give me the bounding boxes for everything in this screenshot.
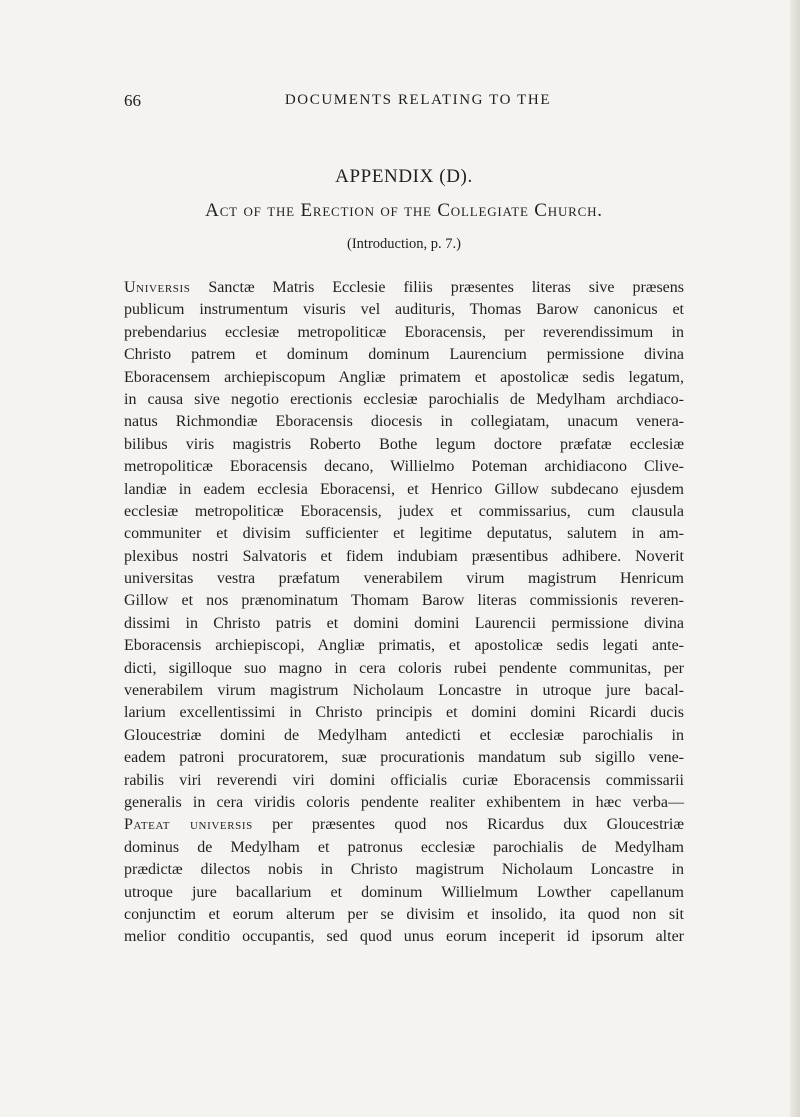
body-line: Eboracensis archiepiscopi, Angliæ primatis, et apostolicæ sedis legati ante- (124, 637, 684, 655)
running-head (124, 91, 684, 113)
body-line: utroque jure bacallarium et dominum Willielmum Lowther capellanum (124, 883, 684, 901)
body-line: communiter et divisim sufficienter et legitime deputatus, salutem in am- (124, 525, 684, 543)
body-line: publicum instrumentum visuris vel audituris, Thomas Barow canonicus et (124, 301, 684, 319)
body-line: prædictæ dilectos nobis in Christo magistrum Nicholaum Loncastre in (124, 861, 684, 879)
page-edge-shadow (790, 0, 800, 1117)
body-line: rabilis viri reverendi viri domini officialis curiæ Eboracensis commissarii (124, 771, 684, 789)
book-page (124, 0, 684, 949)
appendix-heading: APPENDIX (D). (335, 166, 473, 187)
body-line: venerabilem virum magistrum Nicholaum Loncastre in utroque jure bacal- (124, 682, 684, 700)
small-caps-lead: Universis (124, 279, 191, 296)
body-line: plexibus nostri Salvatoris et fidem indubiam præsentibus adhibere. Noverit (124, 547, 684, 565)
body-line: prebendarius ecclesiæ metropoliticæ Eboracensis, per reverendissimum in (124, 323, 684, 341)
body-line: natus Richmondiæ Eboracensis diocesis in collegiatam, unacum venera- (124, 413, 684, 431)
document-body (124, 277, 684, 949)
body-line (124, 814, 684, 836)
body-line: dissimi in Christo patris et domini domini Laurencii permissione divina (124, 614, 684, 632)
body-line: Eboracensem archiepiscopum Angliæ primatem et apostolicæ sedis legatum, (124, 368, 684, 386)
body-line: universitas vestra præfatum venerabilem virum magistrum Henricum (124, 570, 684, 588)
page-number: 66 (124, 91, 141, 110)
body-line: landiæ in eadem ecclesia Eboracensi, et Henrico Gillow subdecano ejusdem (124, 480, 684, 498)
body-line: ecclesiæ metropoliticæ Eboracensis, judex et commissarius, cum clausula (124, 502, 684, 520)
body-line: generalis in cera viridis coloris pendente realiter exhibentem in hæc verba— (124, 793, 684, 811)
body-line (124, 277, 684, 299)
body-line: Gloucestriæ domini de Medylham antedicti et ecclesiæ parochialis in (124, 726, 684, 744)
body-line: dicti, sigilloque suo magno in cera coloris rubei pendente communitas, per (124, 659, 684, 677)
line-text: per præsentes quod nos Ricardus dux Gloucestriæ (252, 816, 685, 834)
body-line: eadem patroni procuratorem, suæ procurationis mandatum sub sigillo vene- (124, 749, 684, 767)
body-line: in causa sive negotio erectionis ecclesiæ parochialis de Medylham archdiaco- (124, 390, 684, 408)
body-line: metropoliticæ Eboracensis decano, Willielmo Poteman archidiacono Clive- (124, 458, 684, 476)
small-caps-lead: Pateat universis (124, 816, 253, 834)
running-title: DOCUMENTS RELATING TO THE (284, 92, 552, 108)
body-line: melior conditio occupantis, sed quod unus eorum inceperit id ipsorum alter (124, 928, 684, 946)
line-text: Sanctæ Matris Ecclesie filiis præsentes literas sive præsens (190, 279, 684, 296)
body-line: Christo patrem et dominum dominum Laurencium permissione divina (124, 346, 684, 364)
body-line: conjunctim et eorum alterum per se divisim et insolido, ita quod non sit (124, 905, 684, 923)
body-line: Gillow et nos prænominatum Thomam Barow literas commissionis reveren- (124, 592, 684, 610)
body-line: bilibus viris magistris Roberto Bothe legum doctore præfatæ ecclesiæ (124, 435, 684, 453)
body-line: dominus de Medylham et patronus ecclesiæ parochialis de Medylham (124, 838, 684, 856)
act-title: Act of the Erection of the Collegiate Church. (205, 200, 603, 221)
introduction-reference: (Introduction, p. 7.) (347, 236, 461, 252)
body-line: larium excellentissimi in Christo principis et domini domini Ricardi ducis (124, 704, 684, 722)
